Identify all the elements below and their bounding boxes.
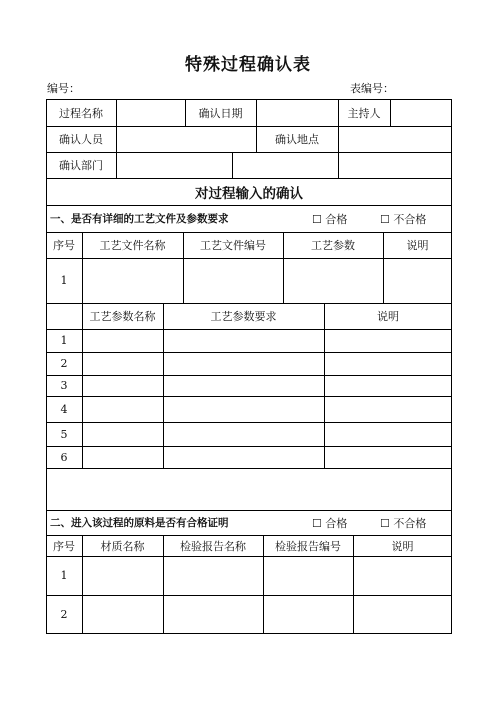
params-header-notes: 说明 bbox=[377, 310, 399, 323]
params-header-name: 工艺参数名称 bbox=[89, 310, 156, 323]
host-field[interactable] bbox=[390, 99, 452, 126]
confirm-person-field[interactable] bbox=[116, 126, 256, 152]
params-row-index: 6 bbox=[60, 450, 68, 464]
confirm-dept-label: 确认部门 bbox=[59, 159, 103, 172]
q2-row-index: 2 bbox=[60, 608, 68, 621]
q2-label: 二、进入该过程的原料是否有合格证明 bbox=[50, 517, 229, 529]
params-row-index: 2 bbox=[60, 357, 68, 370]
confirm-place-field[interactable] bbox=[338, 126, 452, 152]
confirm-person-label: 确认人员 bbox=[59, 133, 103, 146]
params-row-index: 4 bbox=[60, 402, 68, 416]
q2-row-index: 1 bbox=[60, 569, 68, 582]
section-input-title: 对过程输入的确认 bbox=[195, 185, 303, 202]
q2-header-index: 序号 bbox=[53, 539, 75, 553]
confirm-date-label: 确认日期 bbox=[198, 106, 243, 120]
confirm-dept-field-3[interactable] bbox=[338, 152, 452, 178]
q1-header-index: 序号 bbox=[53, 239, 75, 252]
q1-header-notes: 说明 bbox=[406, 239, 429, 252]
confirm-dept-field[interactable] bbox=[116, 152, 232, 178]
confirm-date-field[interactable] bbox=[256, 99, 338, 126]
q1-fail-checkbox[interactable]: ☐ 不合格 bbox=[380, 212, 427, 226]
q2-fail-checkbox[interactable]: ☐ 不合格 bbox=[380, 516, 427, 530]
q2-header-report-name: 检验报告名称 bbox=[180, 539, 246, 553]
q2-header-notes: 说明 bbox=[391, 539, 414, 553]
page-title: 特殊过程确认表 bbox=[185, 55, 311, 75]
confirm-place-label: 确认地点 bbox=[275, 133, 319, 146]
process-name-field[interactable] bbox=[116, 99, 185, 126]
params-header-requirement: 工艺参数要求 bbox=[210, 310, 277, 323]
params-row-index: 1 bbox=[60, 334, 68, 347]
q1-header-file-name: 工艺文件名称 bbox=[99, 239, 166, 252]
q1-header-file-code: 工艺文件编号 bbox=[200, 239, 266, 252]
host-label: 主持人 bbox=[347, 106, 381, 120]
params-row-index: 5 bbox=[60, 427, 68, 441]
q2-header-report-code: 检验报告编号 bbox=[275, 539, 341, 553]
confirm-dept-field-2[interactable] bbox=[232, 152, 338, 178]
q1-label: 一、是否有详细的工艺文件及参数要求 bbox=[50, 213, 229, 225]
q1-row-index: 1 bbox=[60, 274, 68, 287]
q2-header-material: 材质名称 bbox=[100, 539, 145, 553]
params-row-index: 3 bbox=[60, 379, 68, 392]
q1-header-params: 工艺参数 bbox=[311, 239, 355, 252]
process-name-label: 过程名称 bbox=[59, 106, 103, 120]
code-label: 编号： bbox=[47, 82, 80, 95]
q2-pass-checkbox[interactable]: ☐ 合格 bbox=[312, 516, 348, 530]
form-code-label: 表编号： bbox=[350, 82, 394, 95]
q1-pass-checkbox[interactable]: ☐ 合格 bbox=[312, 212, 348, 226]
